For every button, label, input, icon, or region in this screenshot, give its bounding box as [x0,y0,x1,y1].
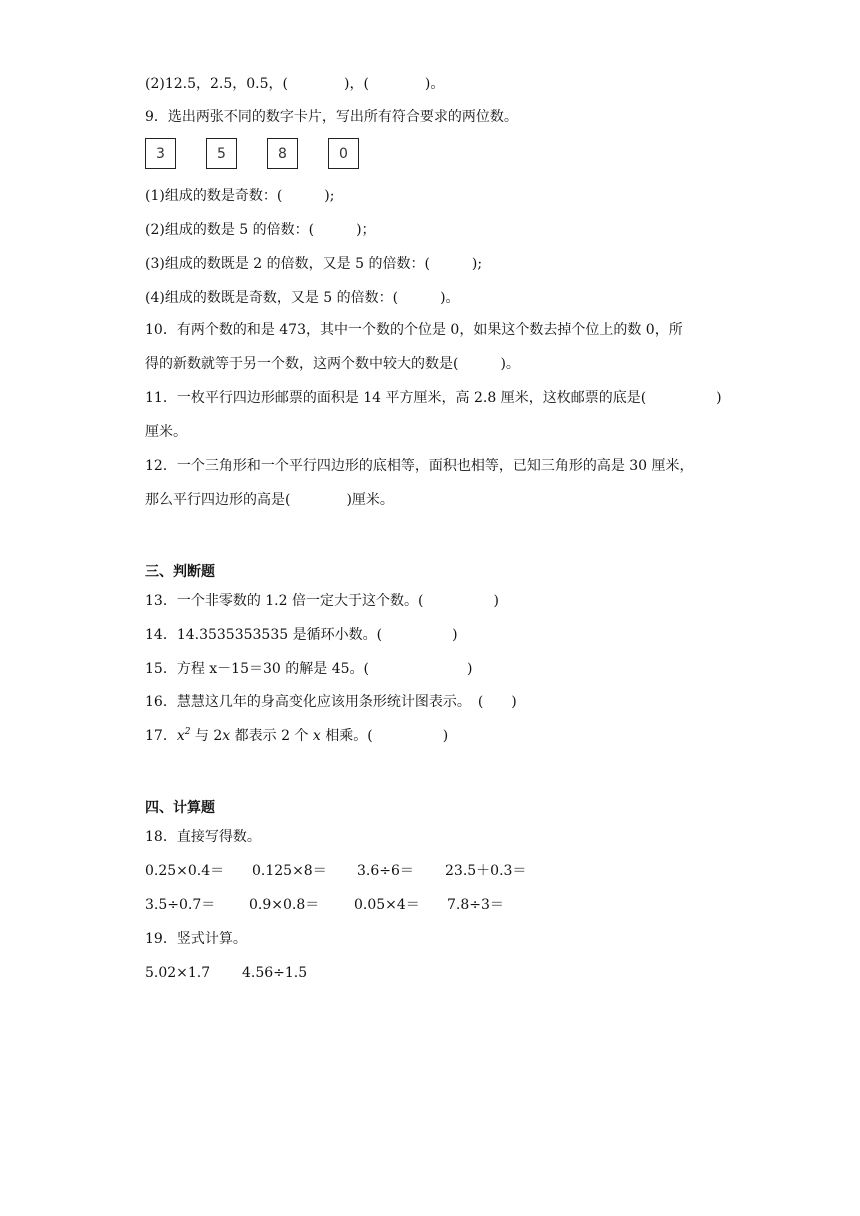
question-9-part-1: (1)组成的数是奇数：( ); [145,188,335,204]
question-19: 19．竖式计算。 [145,931,247,947]
q17-number: 17． [145,728,177,744]
question-11-line-2: 厘米。 [145,424,187,440]
calc-item: 0.05×4＝ [354,897,420,913]
sequence-question-part-2: (2)12.5，2.5，0.5，( )，( )。 [145,76,445,92]
digit-card: 0 [328,138,359,169]
calc-item: 0.9×0.8＝ [249,897,320,913]
question-12-line-2: 那么平行四边形的高是( )厘米。 [145,492,394,508]
question-9: 9．选出两张不同的数字卡片，写出所有符合要求的两位数。 [145,109,518,125]
calc-item: 0.125×8＝ [252,863,327,879]
question-16: 16．慧慧这几年的身高变化应该用条形统计图表示。 ( ) [145,694,517,710]
calc-item: 5.02×1.7 [145,965,211,981]
q17-var-squared: $x^2$ [176,727,191,744]
question-10-line-1: 10．有两个数的和是 473，其中一个数的个位是 0，如果这个数去掉个位上的数 0，所 [145,322,683,338]
question-18: 18．直接写得数。 [145,829,261,845]
calc-item: 3.5÷0.7＝ [145,897,216,913]
calc-item: 23.5＋0.3＝ [445,863,527,879]
calc-item: 0.25×0.4＝ [145,863,225,879]
calc-item: 4.56÷1.5 [242,965,308,981]
question-11-line-1: 11．一枚平行四边形邮票的面积是 14 平方厘米，高 2.8 厘米，这枚邮票的底是( ) [145,390,722,406]
calc-item: 3.6÷6＝ [357,863,414,879]
digit-card: 5 [206,138,237,169]
question-9-part-4: (4)组成的数既是奇数，又是 5 的倍数：( )。 [145,290,460,306]
section-3-heading: 三、判断题 [145,564,215,580]
calc-item: 7.8÷3＝ [447,897,504,913]
section-4-heading: 四、计算题 [145,800,215,816]
digit-card: 3 [145,138,176,169]
digit-card: 8 [267,138,298,169]
question-12-line-1: 12．一个三角形和一个平行四边形的底相等，面积也相等，已知三角形的高是 30 厘米， [145,458,694,474]
question-9-part-2: (2)组成的数是 5 的倍数：( )； [145,222,376,238]
question-17: 17．$x^2$ 与 2x 都表示 2 个 x 相乘。( ) [145,727,449,744]
question-9-part-3: (3)组成的数既是 2 的倍数，又是 5 的倍数：( ); [145,256,483,272]
question-10-line-2: 得的新数就等于另一个数，这两个数中较大的数是( )。 [145,356,520,372]
question-15: 15．方程 x－15＝30 的解是 45。( ) [145,661,473,677]
question-13: 13．一个非零数的 1.2 倍一定大于这个数。( ) [145,593,499,609]
question-14: 14．14.3535353535 是循环小数。( ) [145,627,458,643]
